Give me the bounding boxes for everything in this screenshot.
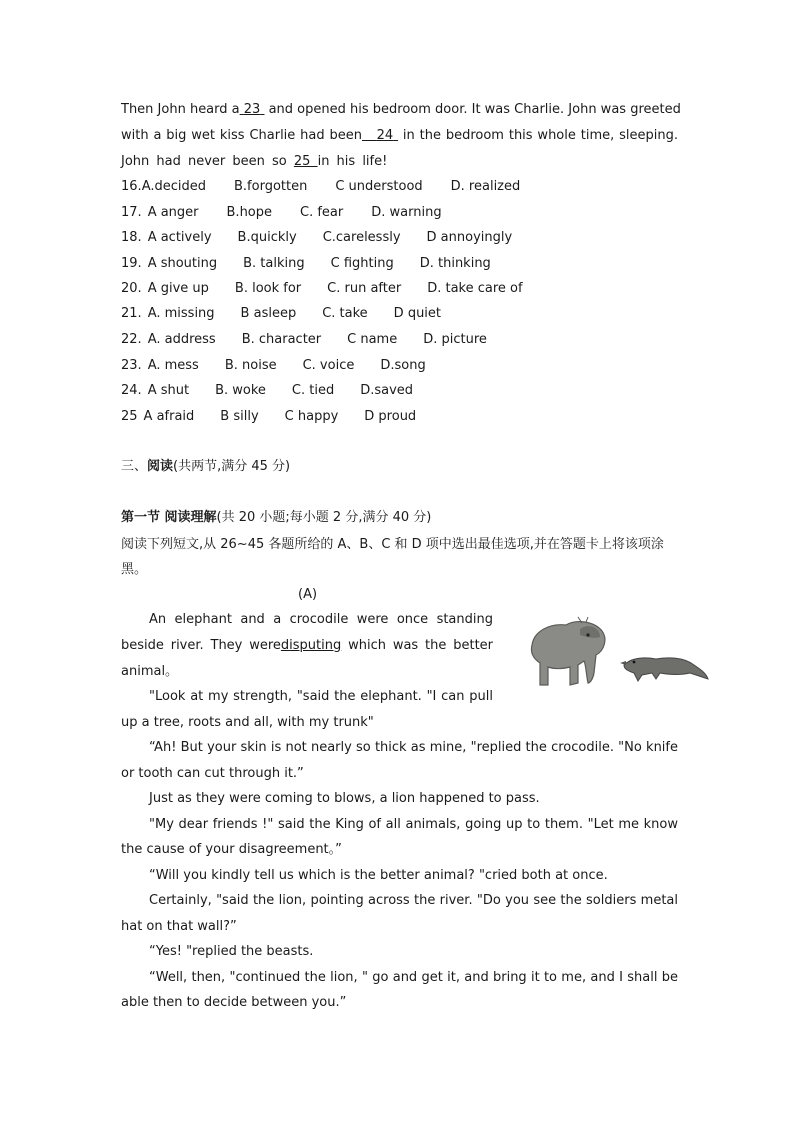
passage-line-1: Then John heard a 23 and opened his bedroom door. It was Charlie. John was greeted	[121, 102, 681, 117]
option-row: 23. A. mess B. noise C. voice D.song	[121, 358, 426, 373]
elephant-icon	[531, 617, 604, 685]
option-row: 19. A shouting B. talking C fighting D. thinking	[121, 256, 491, 271]
passage-a-line: “Will you kindly tell us which is the better animal? "cried both at once.	[149, 868, 608, 883]
passage-a-line: “Yes! "replied the beasts.	[149, 944, 314, 959]
option-row: 18. A actively B.quickly C.carelessly D annoyingly	[121, 230, 513, 245]
passage-line-2: with a big wet kiss Charlie had been 24 in the bedroom this whole time, sleeping.	[121, 128, 678, 143]
passage-a-line: An elephant and a crocodile were once standing	[149, 612, 493, 627]
passage-a-line: the cause of your disagreement。”	[121, 842, 342, 857]
option-row: 17. A anger B.hope C. fear D. warning	[121, 205, 442, 220]
passage-a-line: or tooth can cut through it.”	[121, 766, 304, 781]
passage-a-line: "My dear friends !" said the King of all animals, going up to them. "Let me know	[149, 817, 678, 832]
passage-a-line: beside river. They weredisputing which was the better	[121, 638, 494, 653]
option-row: 22. A. address B. character C name D. picture	[121, 332, 487, 347]
passage-a-line: Certainly, "said the lion, pointing across the river. "Do you see the soldiers metal	[149, 893, 678, 908]
passage-a-line: animal。	[121, 664, 179, 679]
passage-a-line: “Well, then, "continued the lion, " go and get it, and bring it to me, and I shall be	[149, 970, 678, 985]
passage-label: (A)	[298, 587, 318, 602]
illustration	[522, 613, 710, 695]
instruction-line-1: 阅读下列短文,从 26~45 各题所给的 A、B、C 和 D 项中选出最佳选项,并在答题卡上将该项涂	[121, 537, 664, 552]
passage-a-line: able then to decide between you.”	[121, 995, 347, 1010]
option-row: 21. A. missing B asleep C. take D quiet	[121, 306, 442, 321]
option-row: 16.A.decided B.forgotten C understood D. realized	[121, 179, 521, 194]
option-row: 24. A shut B. woke C. tied D.saved	[121, 383, 414, 398]
passage-a-line: Just as they were coming to blows, a lion happened to pass.	[149, 791, 540, 806]
option-row: 20. A give up B. look for C. run after D. take care of	[121, 281, 523, 296]
passage-a-line: up a tree, roots and all, with my trunk"	[121, 715, 374, 730]
passage-a-line: “Ah! But your skin is not nearly so thick as mine, "replied the crocodile. "No knife	[149, 740, 678, 755]
section-heading: 三、阅读(共两节,满分 45 分)	[121, 459, 291, 474]
passage-a-line: "Look at my strength, "said the elephant. "I can pull	[149, 689, 493, 704]
passage-line-3: John had never been so 25 in his life!	[121, 154, 388, 169]
instruction-line-2: 黑。	[121, 562, 148, 577]
part-heading: 第一节 阅读理解(共 20 小题;每小题 2 分,满分 40 分)	[121, 510, 432, 525]
passage-a-line: hat on that wall?”	[121, 919, 237, 934]
option-row: 25 A afraid B silly C happy D proud	[121, 409, 417, 424]
crocodile-icon	[620, 658, 708, 681]
